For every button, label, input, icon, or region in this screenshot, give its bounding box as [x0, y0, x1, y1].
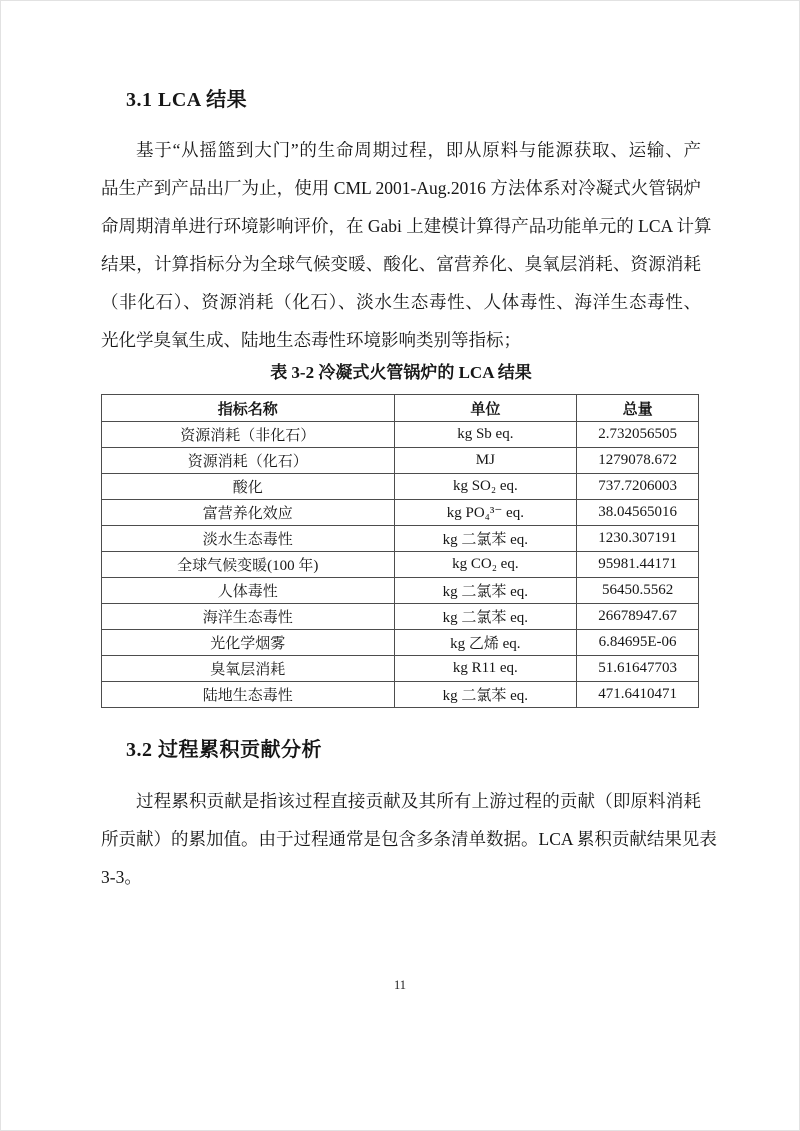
unit-cell: kg 乙烯 eq.: [394, 630, 577, 656]
indicator-name-cell: 光化学烟雾: [102, 630, 395, 656]
unit-cell: kg 二氯苯 eq.: [394, 682, 577, 708]
section-3-1-heading: 3.1 LCA 结果: [126, 89, 248, 111]
indicator-name-cell: 陆地生态毒性: [102, 682, 395, 708]
table-row: [102, 526, 699, 552]
paragraph-line: 光化学臭氧生成、陆地生态毒性环境影响类别等指标；: [101, 330, 521, 350]
table-row: [102, 448, 699, 474]
paragraph-line: 命周期清单进行环境影响评价，在 Gabi 上建模计算得产品功能单元的 LCA 计算: [101, 216, 712, 236]
table-body: [102, 422, 699, 708]
indicator-name-cell: 资源消耗（化石）: [102, 448, 395, 474]
unit-cell: kg 二氯苯 eq.: [394, 526, 577, 552]
indicator-name-cell: 资源消耗（非化石）: [102, 422, 395, 448]
indicator-name-cell: 酸化: [102, 474, 395, 500]
total-value-cell: 2.732056505: [577, 422, 699, 448]
unit-cell: kg 二氯苯 eq.: [394, 578, 577, 604]
table-row: [102, 578, 699, 604]
total-value-cell: 51.61647703: [577, 656, 699, 682]
unit-cell: kg CO₂ eq.: [394, 552, 577, 578]
table-row: [102, 500, 699, 526]
total-value-cell: 56450.5562: [577, 578, 699, 604]
unit-cell: kg SO₂ eq.: [394, 474, 577, 500]
total-value-cell: 471.6410471: [577, 682, 699, 708]
indicator-name-cell: 全球气候变暖(100 年): [102, 552, 395, 578]
table-3-2-caption: 表 3-2 冷凝式火管锅炉的 LCA 结果: [270, 363, 532, 382]
total-value-cell: 1279078.672: [577, 448, 699, 474]
table-header-cell: 单位: [394, 395, 577, 422]
section-3-1-paragraph: [101, 131, 712, 359]
unit-cell: kg PO₄³⁻ eq.: [394, 500, 577, 526]
total-value-cell: 26678947.67: [577, 604, 699, 630]
page-number: 11: [393, 978, 407, 992]
indicator-name-cell: 淡水生态毒性: [102, 526, 395, 552]
unit-cell: MJ: [394, 448, 577, 474]
paragraph-line: 过程累积贡献是指该过程直接贡献及其所有上游过程的贡献（即原料消耗: [136, 791, 701, 811]
table-row: [102, 656, 699, 682]
paragraph-line: 3-3。: [101, 867, 142, 887]
unit-cell: kg Sb eq.: [394, 422, 577, 448]
paragraph-line: （非化石）、资源消耗（化石）、淡水生态毒性、人体毒性、海洋生态毒性、: [101, 292, 701, 312]
table-header-cell: 指标名称: [102, 395, 395, 422]
table-row: [102, 682, 699, 708]
indicator-name-cell: 富营养化效应: [102, 500, 395, 526]
table-row: [102, 422, 699, 448]
indicator-name-cell: 臭氧层消耗: [102, 656, 395, 682]
lca-results-table: [101, 394, 699, 708]
indicator-name-cell: 海洋生态毒性: [102, 604, 395, 630]
table-row: [102, 630, 699, 656]
unit-cell: kg R11 eq.: [394, 656, 577, 682]
section-3-2-paragraph: [101, 782, 717, 896]
total-value-cell: 6.84695E-06: [577, 630, 699, 656]
table-row: [102, 604, 699, 630]
table-row: [102, 474, 699, 500]
table-header-row: [102, 395, 699, 422]
total-value-cell: 1230.307191: [577, 526, 699, 552]
paragraph-line: 品生产到产品出厂为止，使用 CML 2001-Aug.2016 方法体系对冷凝式火管锅炉: [101, 178, 701, 198]
indicator-name-cell: 人体毒性: [102, 578, 395, 604]
total-value-cell: 38.04565016: [577, 500, 699, 526]
total-value-cell: 95981.44171: [577, 552, 699, 578]
paragraph-line: 结果，计算指标分为全球气候变暖、酸化、富营养化、臭氧层消耗、资源消耗: [101, 254, 701, 274]
table-row: [102, 552, 699, 578]
total-value-cell: 737.7206003: [577, 474, 699, 500]
unit-cell: kg 二氯苯 eq.: [394, 604, 577, 630]
paragraph-line: 所贡献）的累加值。由于过程通常是包含多条清单数据。LCA 累积贡献结果见表: [101, 829, 717, 849]
paragraph-line: 基于“从摇篮到大门”的生命周期过程，即从原料与能源获取、运输、产: [136, 140, 701, 160]
table-header-cell: 总量: [577, 395, 699, 422]
section-3-2-heading: 3.2 过程累积贡献分析: [126, 739, 322, 761]
